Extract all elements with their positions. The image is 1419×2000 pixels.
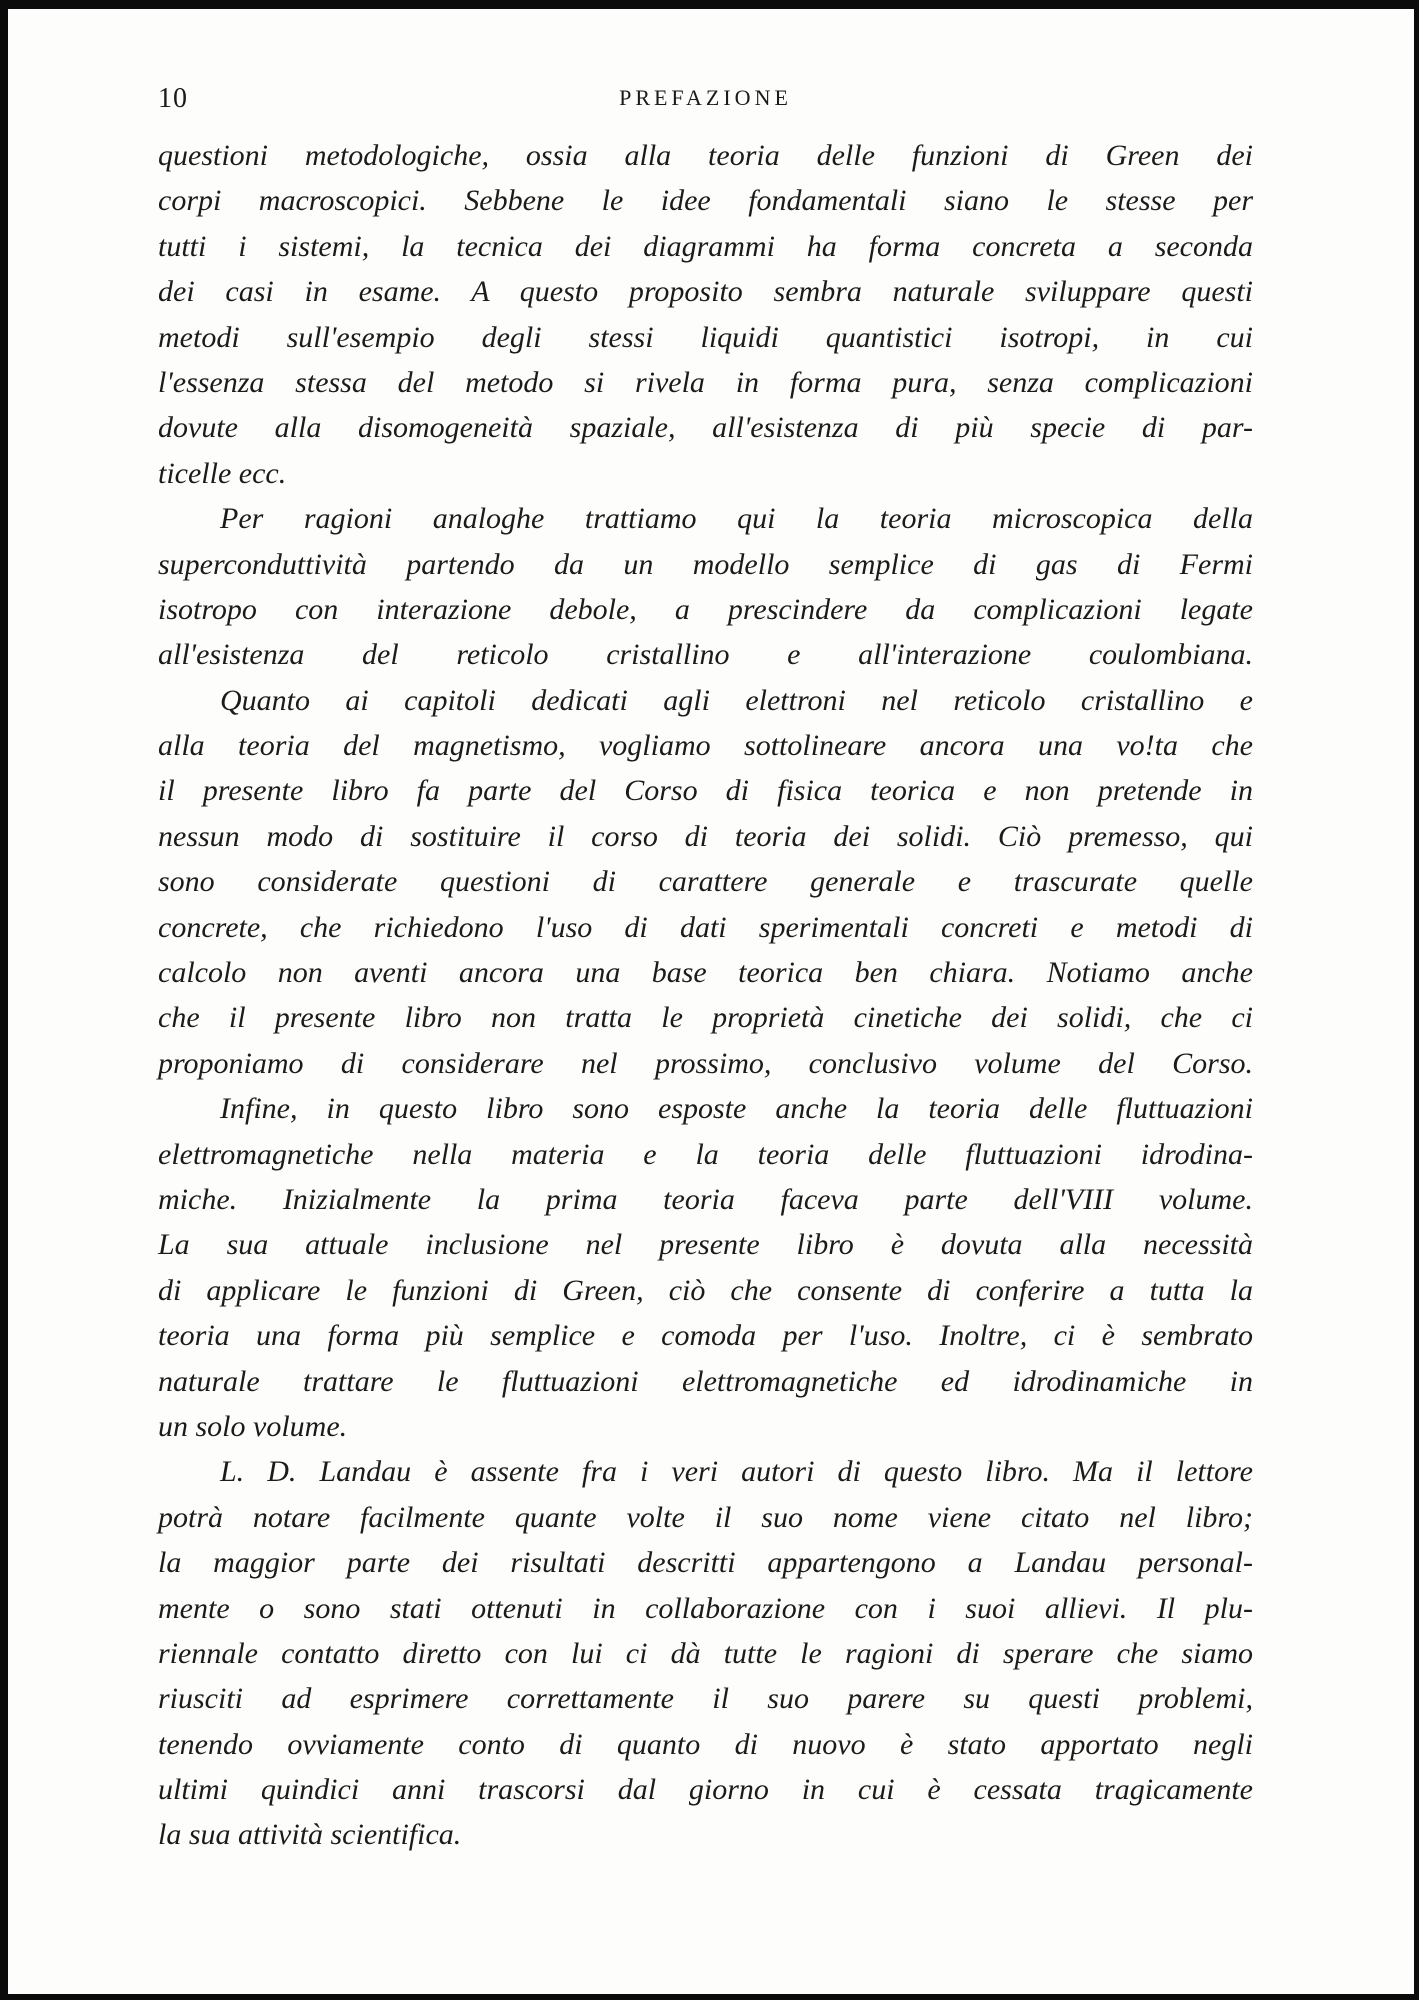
paragraph: [158, 133, 1253, 496]
text-line: L. D. Landau è assente fra i veri autori di questo libro. Ma il lettore: [220, 1455, 1253, 1489]
text-line: Quanto ai capitoli dedicati agli elettroni nel reticolo cristallino e: [220, 683, 1253, 717]
text-line: sono considerate questioni di carattere generale e trascurate quelle: [158, 865, 1253, 899]
text-line: riennale contatto diretto con lui ci dà tutte le ragioni di sperare che siamo: [158, 1636, 1253, 1670]
text-line: isotropo con interazione debole, a prescindere da complicazioni legate: [158, 592, 1253, 626]
text-line: all'esistenza del reticolo cristallino e all'interazione coulombiana.: [158, 638, 1253, 672]
text-line: corpi macroscopici. Sebbene le idee fondamentali siano le stesse per: [158, 184, 1253, 218]
text-line: naturale trattare le fluttuazioni elettromagnetiche ed idrodinamiche in: [158, 1364, 1253, 1398]
text-line: superconduttività partendo da un modello semplice di gas di Fermi: [158, 547, 1253, 581]
text-line: metodi sull'esempio degli stessi liquidi quantistici isotropi, in cui: [158, 320, 1253, 354]
text-line: tenendo ovviamente conto di quanto di nuovo è stato apportato negli: [158, 1727, 1253, 1761]
text-line: La sua attuale inclusione nel presente libro è dovuta alla necessità: [158, 1228, 1253, 1262]
running-head: PREFAZIONE: [619, 85, 792, 110]
paragraph: [158, 678, 1253, 1087]
text-line: alla teoria del magnetismo, vogliamo sottolineare ancora una vo!ta che: [158, 729, 1253, 763]
text-line: la maggior parte dei risultati descritti appartengono a Landau personal-: [158, 1546, 1253, 1580]
text-line: dei casi in esame. A questo proposito sembra naturale sviluppare questi: [158, 275, 1253, 309]
text-line: nessun modo di sostituire il corso di teoria dei solidi. Ciò premesso, qui: [158, 819, 1253, 853]
paragraph: [158, 1449, 1253, 1858]
text-line: Per ragioni analoghe trattiamo qui la teoria microscopica della: [220, 502, 1253, 536]
text-line: potrà notare facilmente quante volte il suo nome viene citato nel libro;: [158, 1500, 1253, 1534]
text-line: ultimi quindici anni trascorsi dal giorno in cui è cessata tragicamente: [158, 1773, 1253, 1807]
text-line: di applicare le funzioni di Green, ciò che consente di conferire a tutta la: [158, 1273, 1253, 1307]
text-line: tutti i sistemi, la tecnica dei diagrammi ha forma concreta a seconda: [158, 229, 1253, 263]
page-header: [158, 81, 1253, 115]
text-line: che il presente libro non tratta le proprietà cinetiche dei solidi, che ci: [158, 1001, 1253, 1035]
text-line: l'essenza stessa del metodo si rivela in forma pura, senza complicazioni: [158, 365, 1253, 399]
text-line: proponiamo di considerare nel prossimo, conclusivo volume del Corso.: [158, 1046, 1253, 1080]
text-line: il presente libro fa parte del Corso di fisica teorica e non pretende in: [158, 774, 1253, 808]
text-line: un solo volume.: [158, 1409, 348, 1443]
text-line: dovute alla disomogeneità spaziale, all'esistenza di più specie di par-: [158, 411, 1253, 445]
text-line: mente o sono stati ottenuti in collaborazione con i suoi allievi. Il plu-: [158, 1591, 1253, 1625]
paragraph: [158, 1086, 1253, 1449]
text-line: miche. Inizialmente la prima teoria faceva parte dell'VIII volume.: [158, 1182, 1253, 1216]
text-line: la sua attività scientifica.: [158, 1818, 462, 1852]
paragraph: [158, 496, 1253, 678]
text-line: questioni metodologiche, ossia alla teoria delle funzioni di Green dei: [158, 139, 1253, 172]
text-line: calcolo non aventi ancora una base teorica ben chiara. Notiamo anche: [158, 956, 1253, 990]
text-line: Infine, in questo libro sono esposte anche la teoria delle fluttuazioni: [220, 1092, 1253, 1126]
text-line: ticelle ecc.: [158, 456, 287, 490]
text-line: teoria una forma più semplice e comoda per l'uso. Inoltre, ci è sembrato: [158, 1319, 1253, 1353]
body-text: [158, 133, 1253, 1858]
page-number: 10: [158, 83, 188, 114]
text-line: riusciti ad esprimere correttamente il suo parere su questi problemi,: [158, 1682, 1253, 1716]
text-line: concrete, che richiedono l'uso di dati sperimentali concreti e metodi di: [158, 910, 1253, 944]
text-line: elettromagnetiche nella materia e la teoria delle fluttuazioni idrodina-: [158, 1137, 1253, 1171]
